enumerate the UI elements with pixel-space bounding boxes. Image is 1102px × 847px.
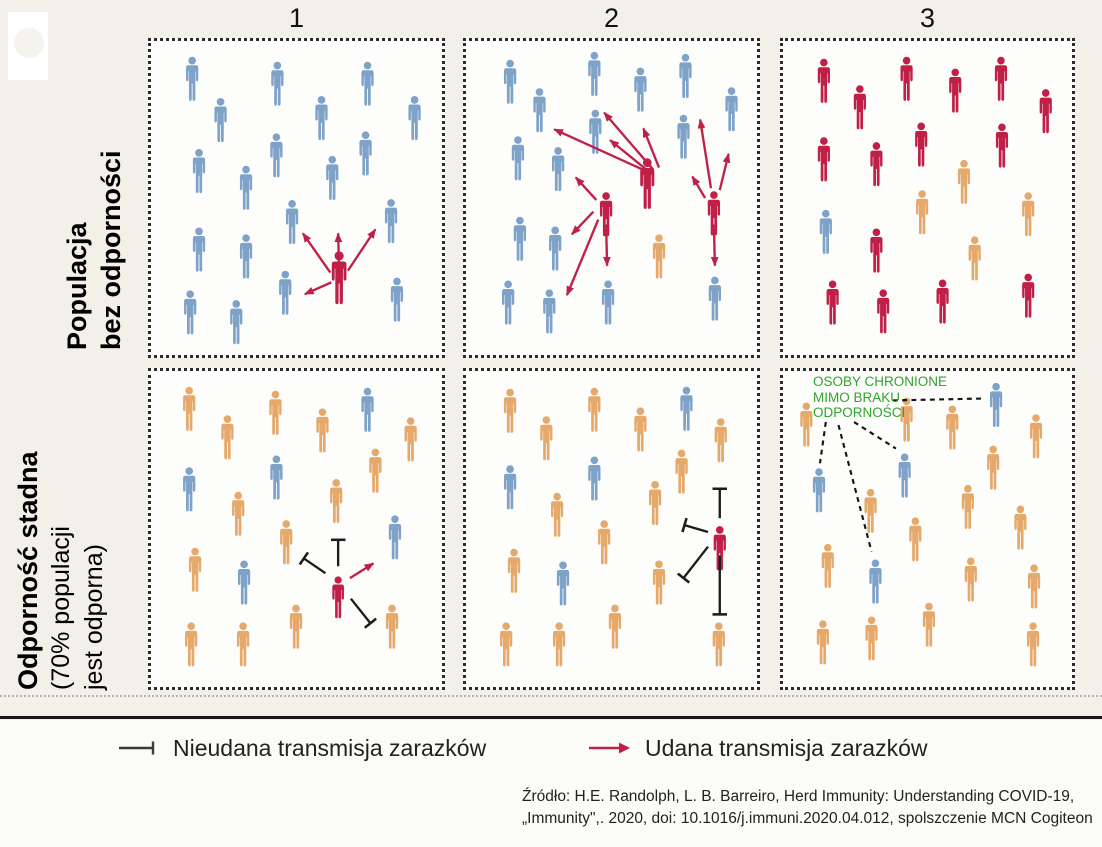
panel-no-immunity-stage-2: [463, 38, 760, 358]
legend-failed-label: Nieudana transmisja zarazków: [173, 734, 487, 761]
panel-herd-immunity-stage-3: [780, 368, 1075, 690]
protected-annotation-line: MIMO BRAKU: [813, 389, 901, 405]
column-header-1: 1: [288, 3, 305, 33]
legend-item-failed-transmission: [116, 733, 486, 763]
row-label-line: Odporność stadna: [13, 451, 43, 690]
source-line: „Immunity",. 2020, doi: 10.1016/j.immuni.2020.04.012, spolszczenie MCN Cogiteon: [522, 810, 1093, 827]
blocked-arrow-icon: [116, 739, 160, 757]
protected-annotation-line: OSOBY CHRONIONE: [813, 374, 948, 389]
source-note: [522, 786, 1093, 830]
protected-annotation-line: ODPORNOŚCI: [813, 405, 906, 420]
row-label-line: jest odporna): [80, 544, 108, 690]
panel-no-immunity-stage-1: [148, 38, 445, 358]
success-arrow-icon: [586, 739, 632, 757]
faint-divider-rule: [0, 695, 1102, 697]
panel-herd-immunity-stage-2: [463, 368, 760, 690]
logo-placeholder: [8, 12, 48, 80]
panel-no-immunity-stage-3: [780, 38, 1075, 358]
row-label-no-immunity: [60, 86, 128, 350]
row-label-herd-immunity: [12, 366, 111, 690]
row-label-line: bez odporności: [96, 150, 126, 350]
row-label-line: (70% populacji: [47, 526, 75, 690]
solid-divider-rule: [0, 716, 1102, 719]
logo-circle-mark: [14, 28, 44, 58]
legend-item-successful-transmission: [586, 733, 928, 763]
row-label-line: Populacja: [62, 222, 92, 350]
protected-annotation: [813, 374, 947, 421]
legend-success-label: Udana transmisja zarazków: [645, 734, 928, 761]
column-header-3: 3: [919, 3, 936, 33]
panel-herd-immunity-stage-1: [148, 368, 445, 690]
source-line: Źródło: H.E. Randolph, L. B. Barreiro, Herd Immunity: Understanding COVID-19,: [522, 788, 1075, 805]
column-header-2: 2: [603, 3, 620, 33]
